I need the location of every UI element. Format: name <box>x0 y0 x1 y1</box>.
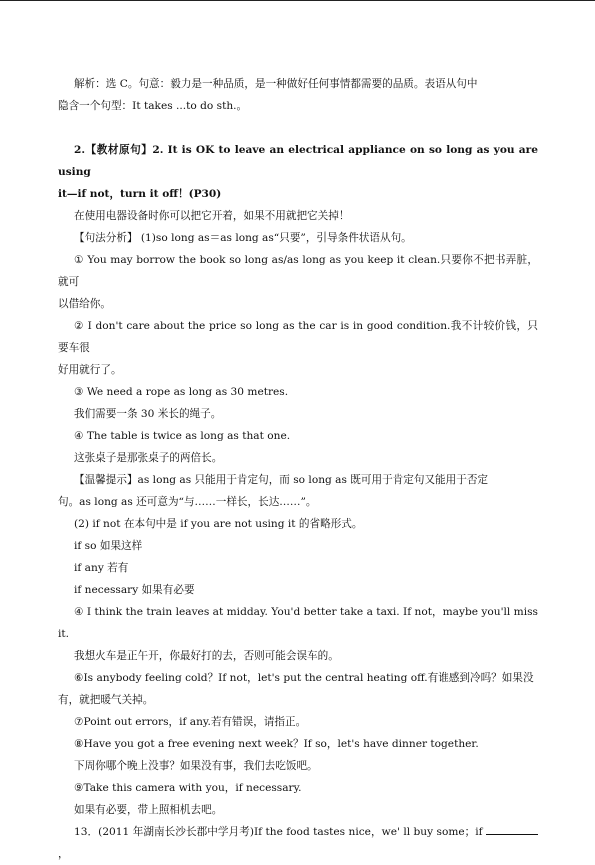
example-1-line-1: ① You may borrow the book so long as/as long as you keep it clean.只要你不把书弄脏，就可 <box>58 254 538 288</box>
example-8-english: ⑧Have you got a free evening next week？If so，let's have dinner together. <box>74 738 479 750</box>
syntax-analysis-2: (2) if not 在本句中是 if you are not using it 的省略形式。 <box>74 518 363 530</box>
syntax-analysis-1: 【句法分析】 (1)so long as＝as long as“只要”，引导条件状语从句。 <box>74 232 412 244</box>
example-2-line-1: ② I don't care about the price so long as the car is in good condition.我不计较价钱，只要车很 <box>58 320 538 354</box>
example-8-chinese: 下周你哪个晚上没事？如果没有事，我们去吃饭吧。 <box>74 760 318 772</box>
example-6-line-1: ⑥Is anybody feeling cold？If not，let's put the central heating off.有谁感到冷吗？如果没 <box>74 672 534 684</box>
phrase-if-any: if any 若有 <box>74 562 129 574</box>
example-2-line-2: 好用就行了。 <box>58 364 122 376</box>
phrase-if-so: if so 如果这样 <box>74 540 143 552</box>
top-rule <box>0 0 595 1</box>
question-13-tail: ， <box>58 848 69 860</box>
example-5-chinese: 我想火车是正午开，你最好打的去，否则可能会误车的。 <box>74 650 339 662</box>
example-4-chinese: 这张桌子是那张桌子的两倍长。 <box>74 452 223 464</box>
example-6-line-2: 有，就把暖气关掉。 <box>58 694 154 706</box>
document-body <box>58 73 538 865</box>
phrase-if-necessary: if necessary 如果有必要 <box>74 584 195 596</box>
question-13-text: 13．(2011 年湖南长沙长郡中学月考)If the food tastes nice，we' ll buy some；if <box>74 826 483 838</box>
example-7: ⑦Point out errors，if any.若有错误，请指正。 <box>74 716 307 728</box>
answer-explanation-line-1: 解析：选 C。句意：毅力是一种品质，是一种做好任何事情都需要的品质。表语从句中 <box>74 78 478 90</box>
tip-line-2: 句。as long as 还可意为“与……一样长，长达……”。 <box>58 496 317 508</box>
example-3-english: ③ We need a rope as long as 30 metres. <box>74 386 289 398</box>
answer-blank <box>486 822 538 835</box>
spacer <box>58 117 538 139</box>
item-2-heading-line-1: 2.【教材原句】2. It is OK to leave an electrical appliance on so long as you are using <box>58 144 538 178</box>
tip-line-1: 【温馨提示】as long as 只能用于肯定句，而 so long as 既可用于肯定句又能用于否定 <box>74 474 489 486</box>
example-4-english: ④ The table is twice as long as that one. <box>74 430 291 442</box>
example-1-line-2: 以借给你。 <box>58 298 111 310</box>
example-9-english: ⑨Take this camera with you，if necessary. <box>74 782 302 794</box>
example-3-chinese: 我们需要一条 30 米长的绳子。 <box>74 408 222 420</box>
example-9-chinese: 如果有必要，带上照相机去吧。 <box>74 804 223 816</box>
item-2-heading-line-2: it—if not，turn it off！(P30) <box>58 188 222 200</box>
example-5-english: ④ I think the train leaves at midday. You'd better take a taxi. If not，maybe you'll miss it. <box>58 606 538 640</box>
item-2-translation: 在使用电器设备时你可以把它开着，如果不用就把它关掉！ <box>74 210 350 222</box>
question-13 <box>58 821 538 865</box>
answer-explanation-line-2: 隐含一个句型：It takes ...to do sth.。 <box>58 100 248 112</box>
